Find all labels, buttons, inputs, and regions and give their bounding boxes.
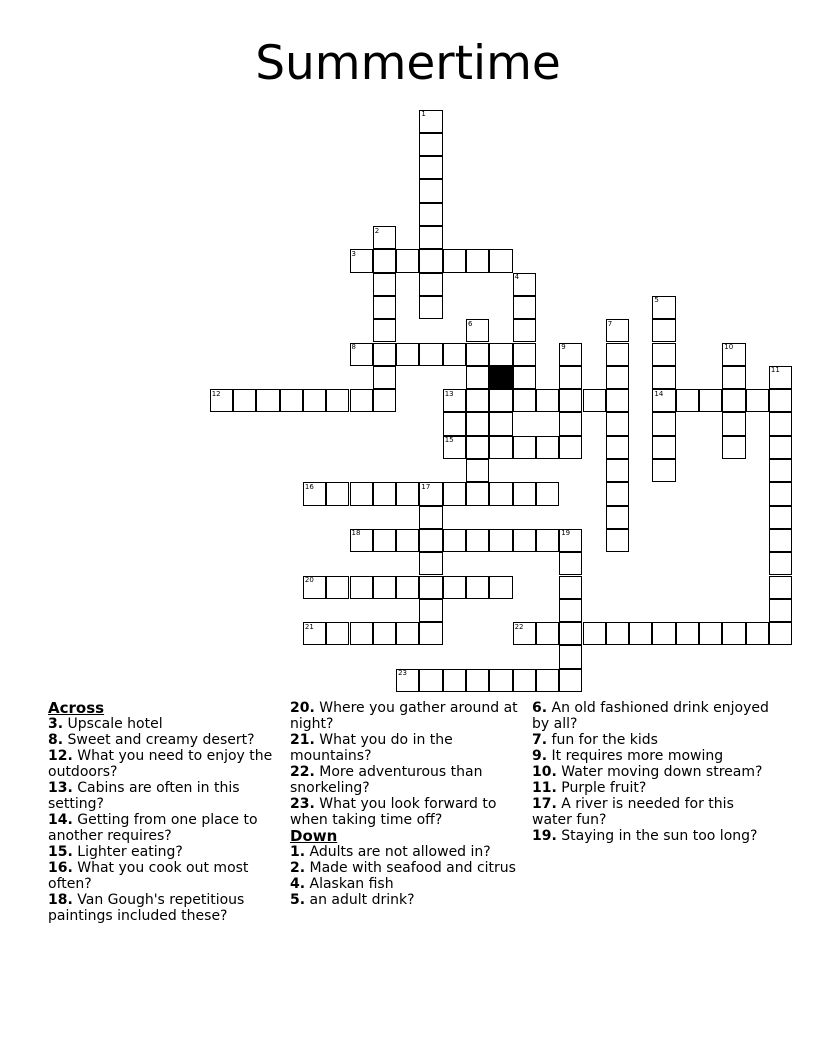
crossword-cell[interactable] bbox=[722, 436, 745, 459]
crossword-cell[interactable] bbox=[652, 319, 675, 342]
crossword-cell[interactable] bbox=[536, 669, 559, 692]
crossword-cell[interactable] bbox=[489, 412, 512, 435]
clue-text: A river is needed for this water fun? bbox=[532, 796, 734, 828]
clue-item bbox=[532, 764, 772, 780]
crossword-cell[interactable] bbox=[769, 576, 792, 599]
clue-number-label: 8 bbox=[351, 343, 356, 351]
crossword-cell[interactable] bbox=[629, 622, 652, 645]
crossword-cell[interactable] bbox=[489, 249, 512, 272]
crossword-cell[interactable] bbox=[606, 506, 629, 529]
crossword-cell[interactable] bbox=[676, 389, 699, 412]
crossword-cell[interactable] bbox=[443, 412, 466, 435]
clue-item bbox=[290, 892, 530, 908]
clue-number-label: 18 bbox=[351, 529, 361, 538]
crossword-cell[interactable] bbox=[559, 622, 582, 645]
clue-text: What you do in the mountains? bbox=[290, 732, 453, 764]
clue-number: 23. bbox=[290, 796, 315, 812]
clue-number-label: 22 bbox=[514, 622, 524, 631]
crossword-cell[interactable] bbox=[606, 436, 629, 459]
crossword-cell[interactable] bbox=[722, 389, 745, 412]
clue-number-label: 1 bbox=[421, 110, 426, 118]
clue-number-label: 3 bbox=[351, 249, 356, 258]
crossword-cell[interactable] bbox=[536, 436, 559, 459]
crossword-cell[interactable] bbox=[326, 389, 349, 412]
crossword-cell[interactable] bbox=[396, 249, 419, 272]
clue-text: Purple fruit? bbox=[556, 780, 647, 796]
crossword-cell[interactable] bbox=[419, 179, 442, 202]
crossword-cell[interactable] bbox=[419, 249, 442, 272]
clue-number-label: 9 bbox=[561, 343, 566, 351]
crossword-cell[interactable] bbox=[746, 389, 769, 412]
crossword-cell[interactable] bbox=[443, 529, 466, 552]
clue-item bbox=[532, 780, 772, 796]
clue-text: Water moving down stream? bbox=[556, 764, 763, 780]
clue-text: Adults are not allowed in? bbox=[305, 844, 491, 860]
crossword-cell[interactable] bbox=[513, 529, 536, 552]
crossword-cell[interactable] bbox=[513, 389, 536, 412]
crossword-cell[interactable] bbox=[396, 529, 419, 552]
crossword-cell[interactable] bbox=[489, 482, 512, 505]
crossword-cell[interactable] bbox=[513, 366, 536, 389]
crossword-cell[interactable] bbox=[443, 343, 466, 366]
crossword-cell[interactable] bbox=[536, 622, 559, 645]
clue-text: Upscale hotel bbox=[63, 716, 163, 732]
clue-number: 18. bbox=[48, 892, 73, 908]
crossword-cell[interactable] bbox=[722, 622, 745, 645]
crossword-cell[interactable] bbox=[769, 599, 792, 622]
clue-number: 19. bbox=[532, 828, 557, 844]
crossword-cell[interactable] bbox=[419, 599, 442, 622]
crossword-cell[interactable] bbox=[652, 343, 675, 366]
clue-item bbox=[48, 748, 288, 780]
crossword-cell[interactable] bbox=[489, 436, 512, 459]
clue-number: 8. bbox=[48, 732, 64, 748]
crossword-cell[interactable] bbox=[419, 669, 442, 692]
crossword-cell[interactable] bbox=[769, 552, 792, 575]
clue-number-label: 21 bbox=[304, 622, 314, 631]
clue-number-label: 11 bbox=[770, 366, 780, 375]
crossword-cell[interactable] bbox=[559, 412, 582, 435]
clue-item bbox=[290, 732, 530, 764]
clue-number-label: 15 bbox=[444, 436, 454, 445]
clue-text: fun for the kids bbox=[547, 732, 658, 748]
clue-number-label: 5 bbox=[654, 296, 659, 305]
crossword-cell[interactable] bbox=[559, 552, 582, 575]
crossword-cell[interactable] bbox=[513, 669, 536, 692]
clue-number: 17. bbox=[532, 796, 557, 812]
down-heading: Down bbox=[290, 827, 338, 845]
clue-number: 6. bbox=[532, 700, 548, 716]
crossword-cell[interactable] bbox=[373, 482, 396, 505]
clue-item bbox=[290, 876, 530, 892]
clue-item bbox=[48, 716, 288, 732]
crossword-cell[interactable] bbox=[233, 389, 256, 412]
clue-text: Van Gough's repetitious paintings included these? bbox=[48, 892, 245, 924]
crossword-cell[interactable] bbox=[489, 389, 512, 412]
clue-text: Alaskan fish bbox=[305, 876, 394, 892]
clue-number-label: 17 bbox=[421, 482, 431, 491]
crossword-cell[interactable] bbox=[466, 366, 489, 389]
clue-item bbox=[48, 732, 288, 748]
crossword-cell[interactable] bbox=[559, 576, 582, 599]
crossword-cell[interactable] bbox=[419, 226, 442, 249]
clue-item bbox=[48, 892, 288, 924]
clue-number: 2. bbox=[290, 860, 306, 876]
clue-number-label: 19 bbox=[561, 529, 571, 538]
crossword-cell[interactable] bbox=[373, 529, 396, 552]
crossword-cell[interactable] bbox=[606, 366, 629, 389]
clue-text: Cabins are often in this setting? bbox=[48, 780, 240, 812]
crossword-cell[interactable] bbox=[373, 273, 396, 296]
clue-number: 10. bbox=[532, 764, 557, 780]
clue-text: Lighter eating? bbox=[72, 844, 183, 860]
crossword-cell[interactable] bbox=[583, 389, 606, 412]
clue-text: Where you gather around at night? bbox=[290, 700, 518, 732]
crossword-cell[interactable] bbox=[373, 366, 396, 389]
clue-item bbox=[290, 764, 530, 796]
crossword-cell[interactable] bbox=[513, 482, 536, 505]
puzzle-title: Summertime bbox=[255, 36, 561, 91]
crossword-cell[interactable] bbox=[536, 529, 559, 552]
crossword-cell[interactable] bbox=[513, 319, 536, 342]
crossword-cell[interactable] bbox=[373, 622, 396, 645]
crossword-cell[interactable] bbox=[652, 622, 675, 645]
crossword-cell[interactable] bbox=[466, 436, 489, 459]
crossword-cell[interactable] bbox=[513, 436, 536, 459]
clue-item bbox=[48, 780, 288, 812]
clue-text: Made with seafood and citrus bbox=[305, 860, 516, 876]
crossword-cell[interactable] bbox=[489, 343, 512, 366]
crossword-cell[interactable] bbox=[419, 529, 442, 552]
crossword-cell[interactable] bbox=[373, 389, 396, 412]
crossword-cell[interactable] bbox=[559, 366, 582, 389]
crossword-cell[interactable] bbox=[443, 249, 466, 272]
clue-number: 5. bbox=[290, 892, 306, 908]
crossword-cell[interactable] bbox=[513, 343, 536, 366]
crossword-cell[interactable] bbox=[466, 459, 489, 482]
clue-number: 9. bbox=[532, 748, 548, 764]
crossword-cell[interactable] bbox=[419, 273, 442, 296]
crossword-cell[interactable] bbox=[769, 459, 792, 482]
crossword-cell[interactable] bbox=[606, 622, 629, 645]
down-clue-list bbox=[290, 844, 530, 908]
clue-number: 12. bbox=[48, 748, 73, 764]
crossword-cell[interactable] bbox=[769, 482, 792, 505]
crossword-cell[interactable] bbox=[652, 459, 675, 482]
clue-number: 4. bbox=[290, 876, 306, 892]
crossword-cell[interactable] bbox=[606, 412, 629, 435]
clue-text: What you need to enjoy the outdoors? bbox=[48, 748, 273, 780]
clue-item bbox=[290, 700, 530, 732]
clue-number: 13. bbox=[48, 780, 73, 796]
crossword-cell[interactable] bbox=[559, 669, 582, 692]
crossword-cell[interactable] bbox=[466, 669, 489, 692]
clue-number-label: 7 bbox=[607, 319, 613, 328]
clue-text: an adult drink? bbox=[305, 892, 415, 908]
crossword-cell[interactable] bbox=[350, 482, 373, 505]
clue-number-label: 13 bbox=[444, 389, 454, 398]
clue-item bbox=[290, 860, 530, 876]
clue-number: 1. bbox=[290, 844, 306, 860]
crossword-cell[interactable] bbox=[419, 506, 442, 529]
crossword-cell[interactable] bbox=[559, 389, 582, 412]
crossword-cell[interactable] bbox=[256, 389, 279, 412]
clue-item bbox=[290, 796, 530, 828]
crossword-cell[interactable] bbox=[722, 366, 745, 389]
down-clue-list-continued bbox=[532, 700, 772, 844]
crossword-cell[interactable] bbox=[466, 343, 489, 366]
clue-text: Staying in the sun too long? bbox=[556, 828, 758, 844]
crossword-cell[interactable] bbox=[769, 506, 792, 529]
crossword-cell[interactable] bbox=[466, 529, 489, 552]
clue-text: An old fashioned drink enjoyed by all? bbox=[532, 700, 769, 732]
crossword-cell[interactable] bbox=[699, 389, 722, 412]
clue-number: 14. bbox=[48, 812, 73, 828]
clues-column-1 bbox=[48, 700, 288, 924]
crossword-cell[interactable] bbox=[419, 343, 442, 366]
crossword-cell[interactable] bbox=[419, 133, 442, 156]
clue-number: 11. bbox=[532, 780, 557, 796]
crossword-cell[interactable] bbox=[350, 576, 373, 599]
clue-item bbox=[532, 828, 772, 844]
clue-number: 7. bbox=[532, 732, 548, 748]
clue-item bbox=[48, 860, 288, 892]
crossword-cell[interactable] bbox=[746, 622, 769, 645]
clues-column-3 bbox=[532, 700, 772, 844]
crossword-cell[interactable] bbox=[769, 622, 792, 645]
crossword-cell[interactable] bbox=[326, 622, 349, 645]
clue-item bbox=[532, 700, 772, 732]
clue-number-label: 20 bbox=[304, 576, 314, 584]
clue-number-label: 12 bbox=[211, 389, 221, 398]
crossword-cell[interactable] bbox=[769, 412, 792, 435]
crossword-cell[interactable] bbox=[652, 436, 675, 459]
crossword-cell[interactable] bbox=[466, 576, 489, 599]
crossword-cell[interactable] bbox=[350, 389, 373, 412]
clue-number-label: 4 bbox=[514, 273, 520, 282]
clue-number-label: 6 bbox=[468, 319, 473, 328]
crossword-cell[interactable] bbox=[466, 482, 489, 505]
crossword-cell[interactable] bbox=[769, 529, 792, 552]
crossword-cell[interactable] bbox=[396, 576, 419, 599]
crossword-cell[interactable] bbox=[396, 622, 419, 645]
clue-number-label: 10 bbox=[724, 343, 734, 351]
crossword-cell[interactable] bbox=[350, 622, 373, 645]
clue-item bbox=[532, 732, 772, 748]
black-square bbox=[489, 366, 512, 389]
crossword-cell[interactable] bbox=[769, 436, 792, 459]
clue-item bbox=[48, 844, 288, 860]
clue-number: 15. bbox=[48, 844, 73, 860]
crossword-cell[interactable] bbox=[373, 296, 396, 319]
crossword-cell[interactable] bbox=[419, 203, 442, 226]
clue-number-label: 2 bbox=[374, 226, 380, 235]
crossword-cell[interactable] bbox=[722, 412, 745, 435]
crossword-cell[interactable] bbox=[443, 669, 466, 692]
across-clue-list bbox=[48, 716, 288, 924]
crossword-cell[interactable] bbox=[326, 576, 349, 599]
clue-text: What you cook out most often? bbox=[48, 860, 249, 892]
crossword-cell[interactable] bbox=[419, 622, 442, 645]
crossword-cell[interactable] bbox=[396, 482, 419, 505]
clue-number: 22. bbox=[290, 764, 315, 780]
clue-number: 16. bbox=[48, 860, 73, 876]
crossword-cell[interactable] bbox=[443, 482, 466, 505]
clue-text: More adventurous than snorkeling? bbox=[290, 764, 483, 796]
clue-item bbox=[48, 812, 288, 844]
crossword-cell[interactable] bbox=[559, 436, 582, 459]
crossword-cell[interactable] bbox=[769, 389, 792, 412]
crossword-cell[interactable] bbox=[652, 366, 675, 389]
crossword-cell[interactable] bbox=[489, 669, 512, 692]
crossword-cell[interactable] bbox=[489, 576, 512, 599]
crossword-cell[interactable] bbox=[606, 482, 629, 505]
clues-column-2 bbox=[290, 700, 530, 908]
crossword-cell[interactable] bbox=[373, 319, 396, 342]
clue-item bbox=[532, 796, 772, 828]
crossword-cell[interactable] bbox=[583, 622, 606, 645]
clue-number-label: 14 bbox=[654, 389, 664, 398]
clue-number-label: 16 bbox=[304, 482, 314, 491]
crossword-cell[interactable] bbox=[536, 482, 559, 505]
clue-item bbox=[290, 844, 530, 860]
crossword-cell[interactable] bbox=[699, 622, 722, 645]
crossword-cell[interactable] bbox=[396, 343, 419, 366]
crossword-cell[interactable] bbox=[606, 459, 629, 482]
clue-number: 20. bbox=[290, 700, 315, 716]
clue-number-label: 23 bbox=[398, 669, 408, 678]
crossword-cell[interactable] bbox=[443, 576, 466, 599]
clue-text: It requires more mowing bbox=[547, 748, 724, 764]
crossword-cell[interactable] bbox=[373, 249, 396, 272]
crossword-cell[interactable] bbox=[652, 412, 675, 435]
crossword-cell[interactable] bbox=[303, 389, 326, 412]
crossword-cell[interactable] bbox=[466, 412, 489, 435]
crossword-cell[interactable] bbox=[466, 249, 489, 272]
crossword-cell[interactable] bbox=[326, 482, 349, 505]
crossword-cell[interactable] bbox=[676, 622, 699, 645]
crossword-cell[interactable] bbox=[513, 296, 536, 319]
clue-item bbox=[532, 748, 772, 764]
clue-number: 3. bbox=[48, 716, 64, 732]
crossword-cell[interactable] bbox=[606, 343, 629, 366]
clue-text: Sweet and creamy desert? bbox=[63, 732, 255, 748]
crossword-cell[interactable] bbox=[419, 296, 442, 319]
across-clue-list-continued bbox=[290, 700, 530, 828]
crossword-cell[interactable] bbox=[559, 599, 582, 622]
crossword-cell[interactable] bbox=[466, 389, 489, 412]
crossword-cell[interactable] bbox=[559, 645, 582, 668]
crossword-cell[interactable] bbox=[606, 389, 629, 412]
crossword-cell[interactable] bbox=[489, 529, 512, 552]
crossword-cell[interactable] bbox=[419, 156, 442, 179]
crossword-cell[interactable] bbox=[419, 576, 442, 599]
clue-number: 21. bbox=[290, 732, 315, 748]
crossword-cell[interactable] bbox=[373, 343, 396, 366]
crossword-cell[interactable] bbox=[419, 552, 442, 575]
clue-text: Getting from one place to another requires? bbox=[48, 812, 258, 844]
crossword-cell[interactable] bbox=[373, 576, 396, 599]
clue-text: What you look forward to when taking time off? bbox=[290, 796, 497, 828]
crossword-cell[interactable] bbox=[536, 389, 559, 412]
crossword-cell[interactable] bbox=[606, 529, 629, 552]
across-heading: Across bbox=[48, 699, 105, 717]
crossword-cell[interactable] bbox=[280, 389, 303, 412]
